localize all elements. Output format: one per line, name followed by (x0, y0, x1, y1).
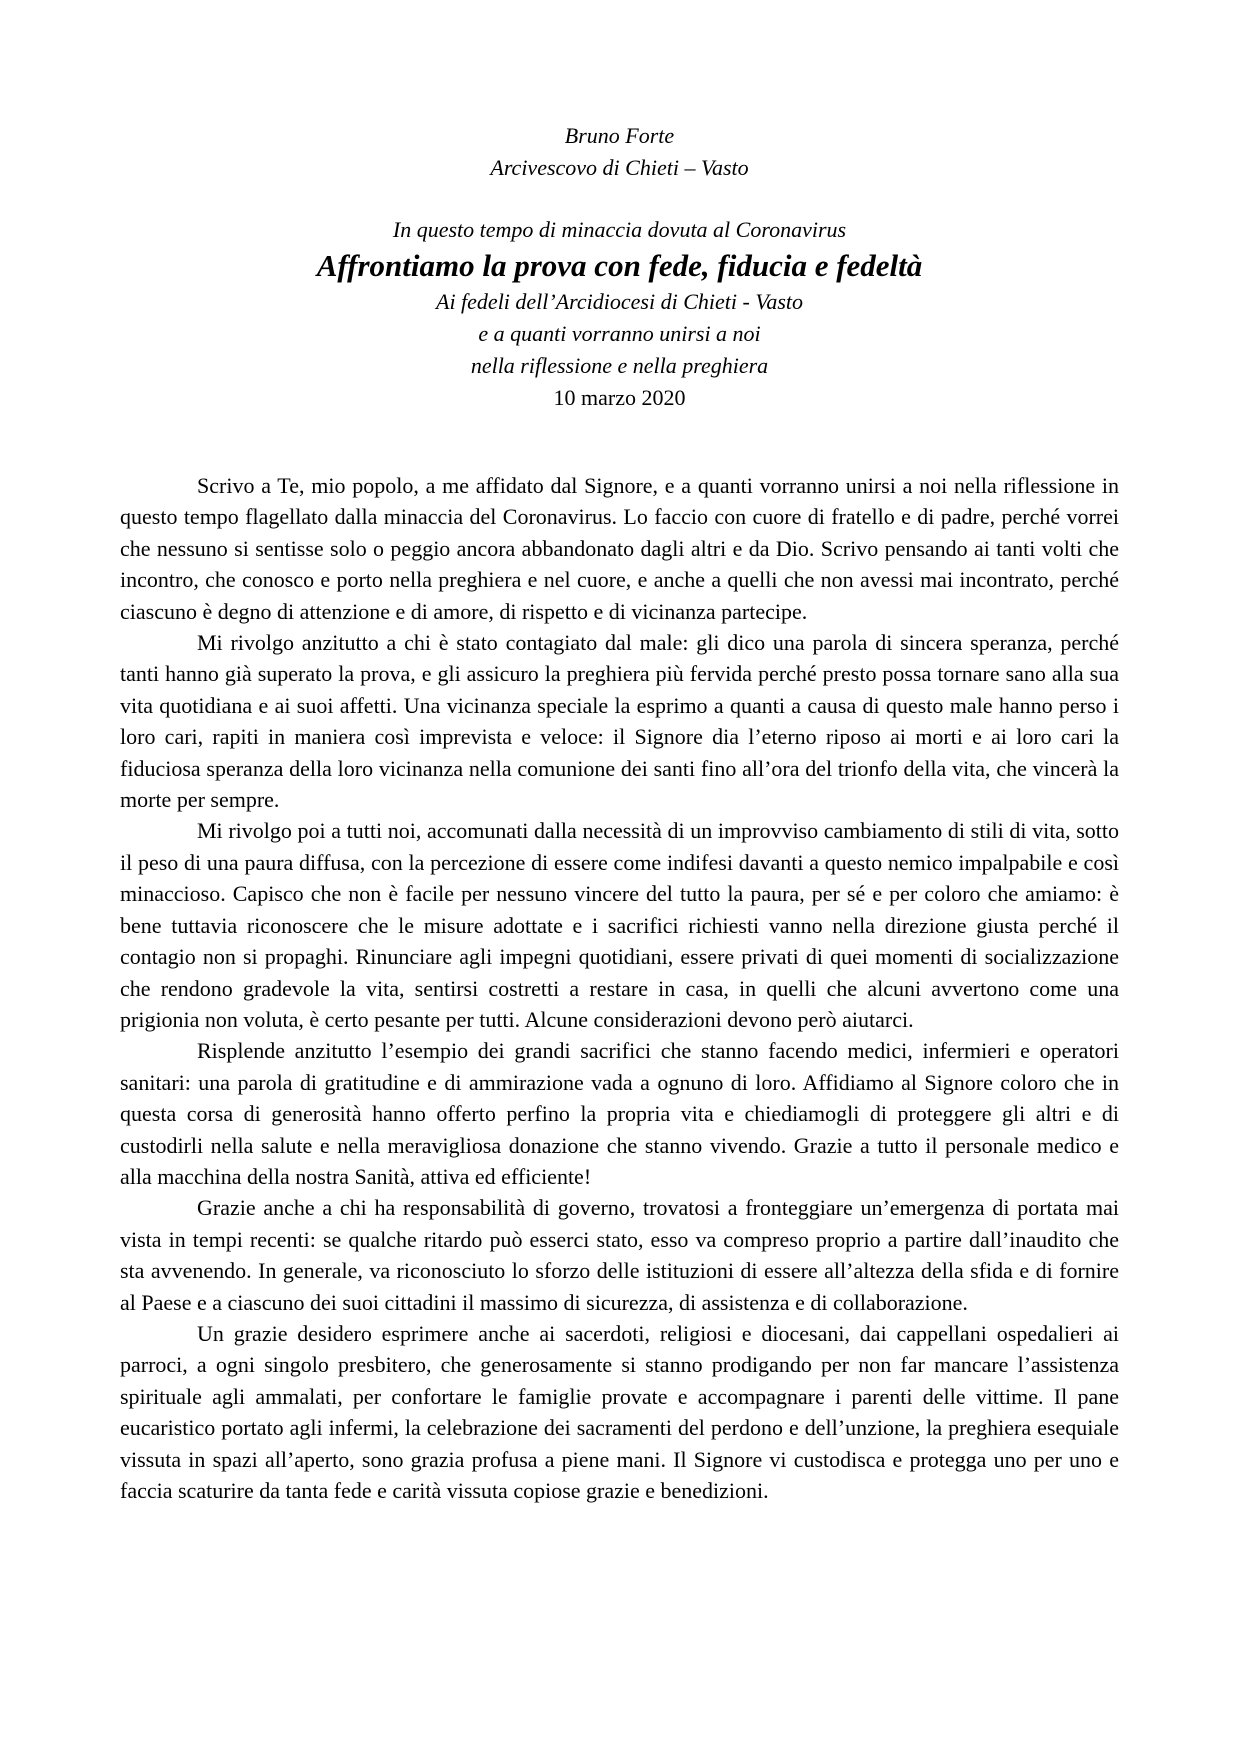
author-name: Bruno Forte (564, 123, 675, 148)
paragraph: Grazie anche a chi ha responsabilità di governo, trovatosi a fronteggiare un’emergenza di portata mai vista in tempi recenti: se qualche ritardo può esserci stato, esso va compreso proprio a partire dall’inaudito che sta avvenendo. In generale, va riconosciuto lo sforzo delle istituzioni di essere all’altezza della sfida e di fornire al Paese e a ciascuno dei suoi cittadini il massimo di sicurezza, di assistenza e di collaborazione. (120, 1195, 1119, 1315)
paragraph: Mi rivolgo poi a tutti noi, accomunati dalla necessità di un improvviso cambiamento di stili di vita, sotto il peso di una paura diffusa, con la percezione di essere come indifesi davanti a questo nemico impalpabile e così minaccioso. Capisco che non è facile per nessuno vincere del tutto la paura, per sé e per coloro che amiamo: è bene tuttavia riconoscere che le misure adottate e i sacrifici richiesti vanno nella direzione giusta perché il contagio non si propaghi. Rinunciare agli impegni quotidiani, essere privati di quei momenti di socializzazione che rendono gradevole la vita, sentirsi costretti a restare in casa, in quelli che alcuni avvertono come una prigionia non voluta, è certo pesante per tutti. Alcune considerazioni devono però aiutarci. (120, 818, 1119, 1032)
paragraph: Scrivo a Te, mio popolo, a me affidato dal Signore, e a quanti vorranno unirsi a noi nella riflessione in questo tempo flagellato dalla minaccia del Coronavirus. Lo faccio con cuore di fratello e di padre, perché vorrei che nessuno si sentisse solo o peggio ancora abbandonato dagli altri e da Dio. Scrivo pensando ai tanti volti che incontro, che conosco e porto nella preghiera e nel cuore, e anche a quelli che non avessi mai incontrato, perché ciascuno è degno di attenzione e di amore, di rispetto e di vicinanza partecipe. (120, 473, 1119, 624)
header-spacer (0, 184, 1239, 214)
pretitle: In questo tempo di minaccia dovuta al Coronavirus (392, 217, 847, 242)
letter-header (0, 120, 1239, 414)
dedication-line-2: e a quanti vorranno unirsi a noi (478, 321, 761, 346)
dedication-line-1: Ai fedeli dell’Arcidiocesi di Chieti - Vasto (436, 289, 803, 314)
dedication-line-3: nella riflessione e nella preghiera (470, 353, 769, 378)
letter-body (120, 470, 1119, 1506)
author-role: Arcivescovo di Chieti – Vasto (490, 155, 749, 180)
letter-date: 10 marzo 2020 (553, 385, 686, 410)
letter-title: Affrontiamo la prova con fede, fiducia e fedeltà (316, 248, 923, 283)
paragraph: Mi rivolgo anzitutto a chi è stato contagiato dal male: gli dico una parola di sincera speranza, perché tanti hanno già superato la prova, e gli assicuro la preghiera più fervida perché presto possa tornare sano alla sua vita quotidiana e ai suoi affetti. Una vicinanza speciale la esprimo a quanti a causa di questo male hanno perso i loro cari, rapiti in maniera così imprevista e veloce: il Signore dia l’eterno riposo ai morti e ai loro cari la fiduciosa speranza della loro vicinanza nella comunione dei santi fino all’ora del trionfo della vita, che vincerà la morte per sempre. (120, 630, 1119, 813)
paragraph: Un grazie desidero esprimere anche ai sacerdoti, religiosi e diocesani, dai cappellani ospedalieri ai parroci, a ogni singolo presbitero, che generosamente si stanno prodigando per non far mancare l’assistenza spirituale agli ammalati, per confortare le famiglie provate e accompagnare i parenti delle vittime. Il pane eucaristico portato agli infermi, la celebrazione dei sacramenti del perdono e dell’unzione, la preghiera esequiale vissuta in spazi all’aperto, sono grazia profusa a piene mani. Il Signore vi custodisca e protegga uno per uno e faccia scaturire da tanta fede e carità vissuta copiose grazie e benedizioni. (120, 1320, 1119, 1503)
paragraph: Risplende anzitutto l’esempio dei grandi sacrifici che stanno facendo medici, infermieri e operatori sanitari: una parola di gratitudine e di ammirazione vada a ognuno di loro. Affidiamo al Signore coloro che in questa corsa di generosità hanno offerto perfino la propria vita e chiediamogli di proteggere gli altri e di custodirli nella salute e nella meravigliosa donazione che stanno vivendo. Grazie a tutto il personale medico e alla macchina della nostra Sanità, attiva ed efficiente! (120, 1038, 1119, 1189)
